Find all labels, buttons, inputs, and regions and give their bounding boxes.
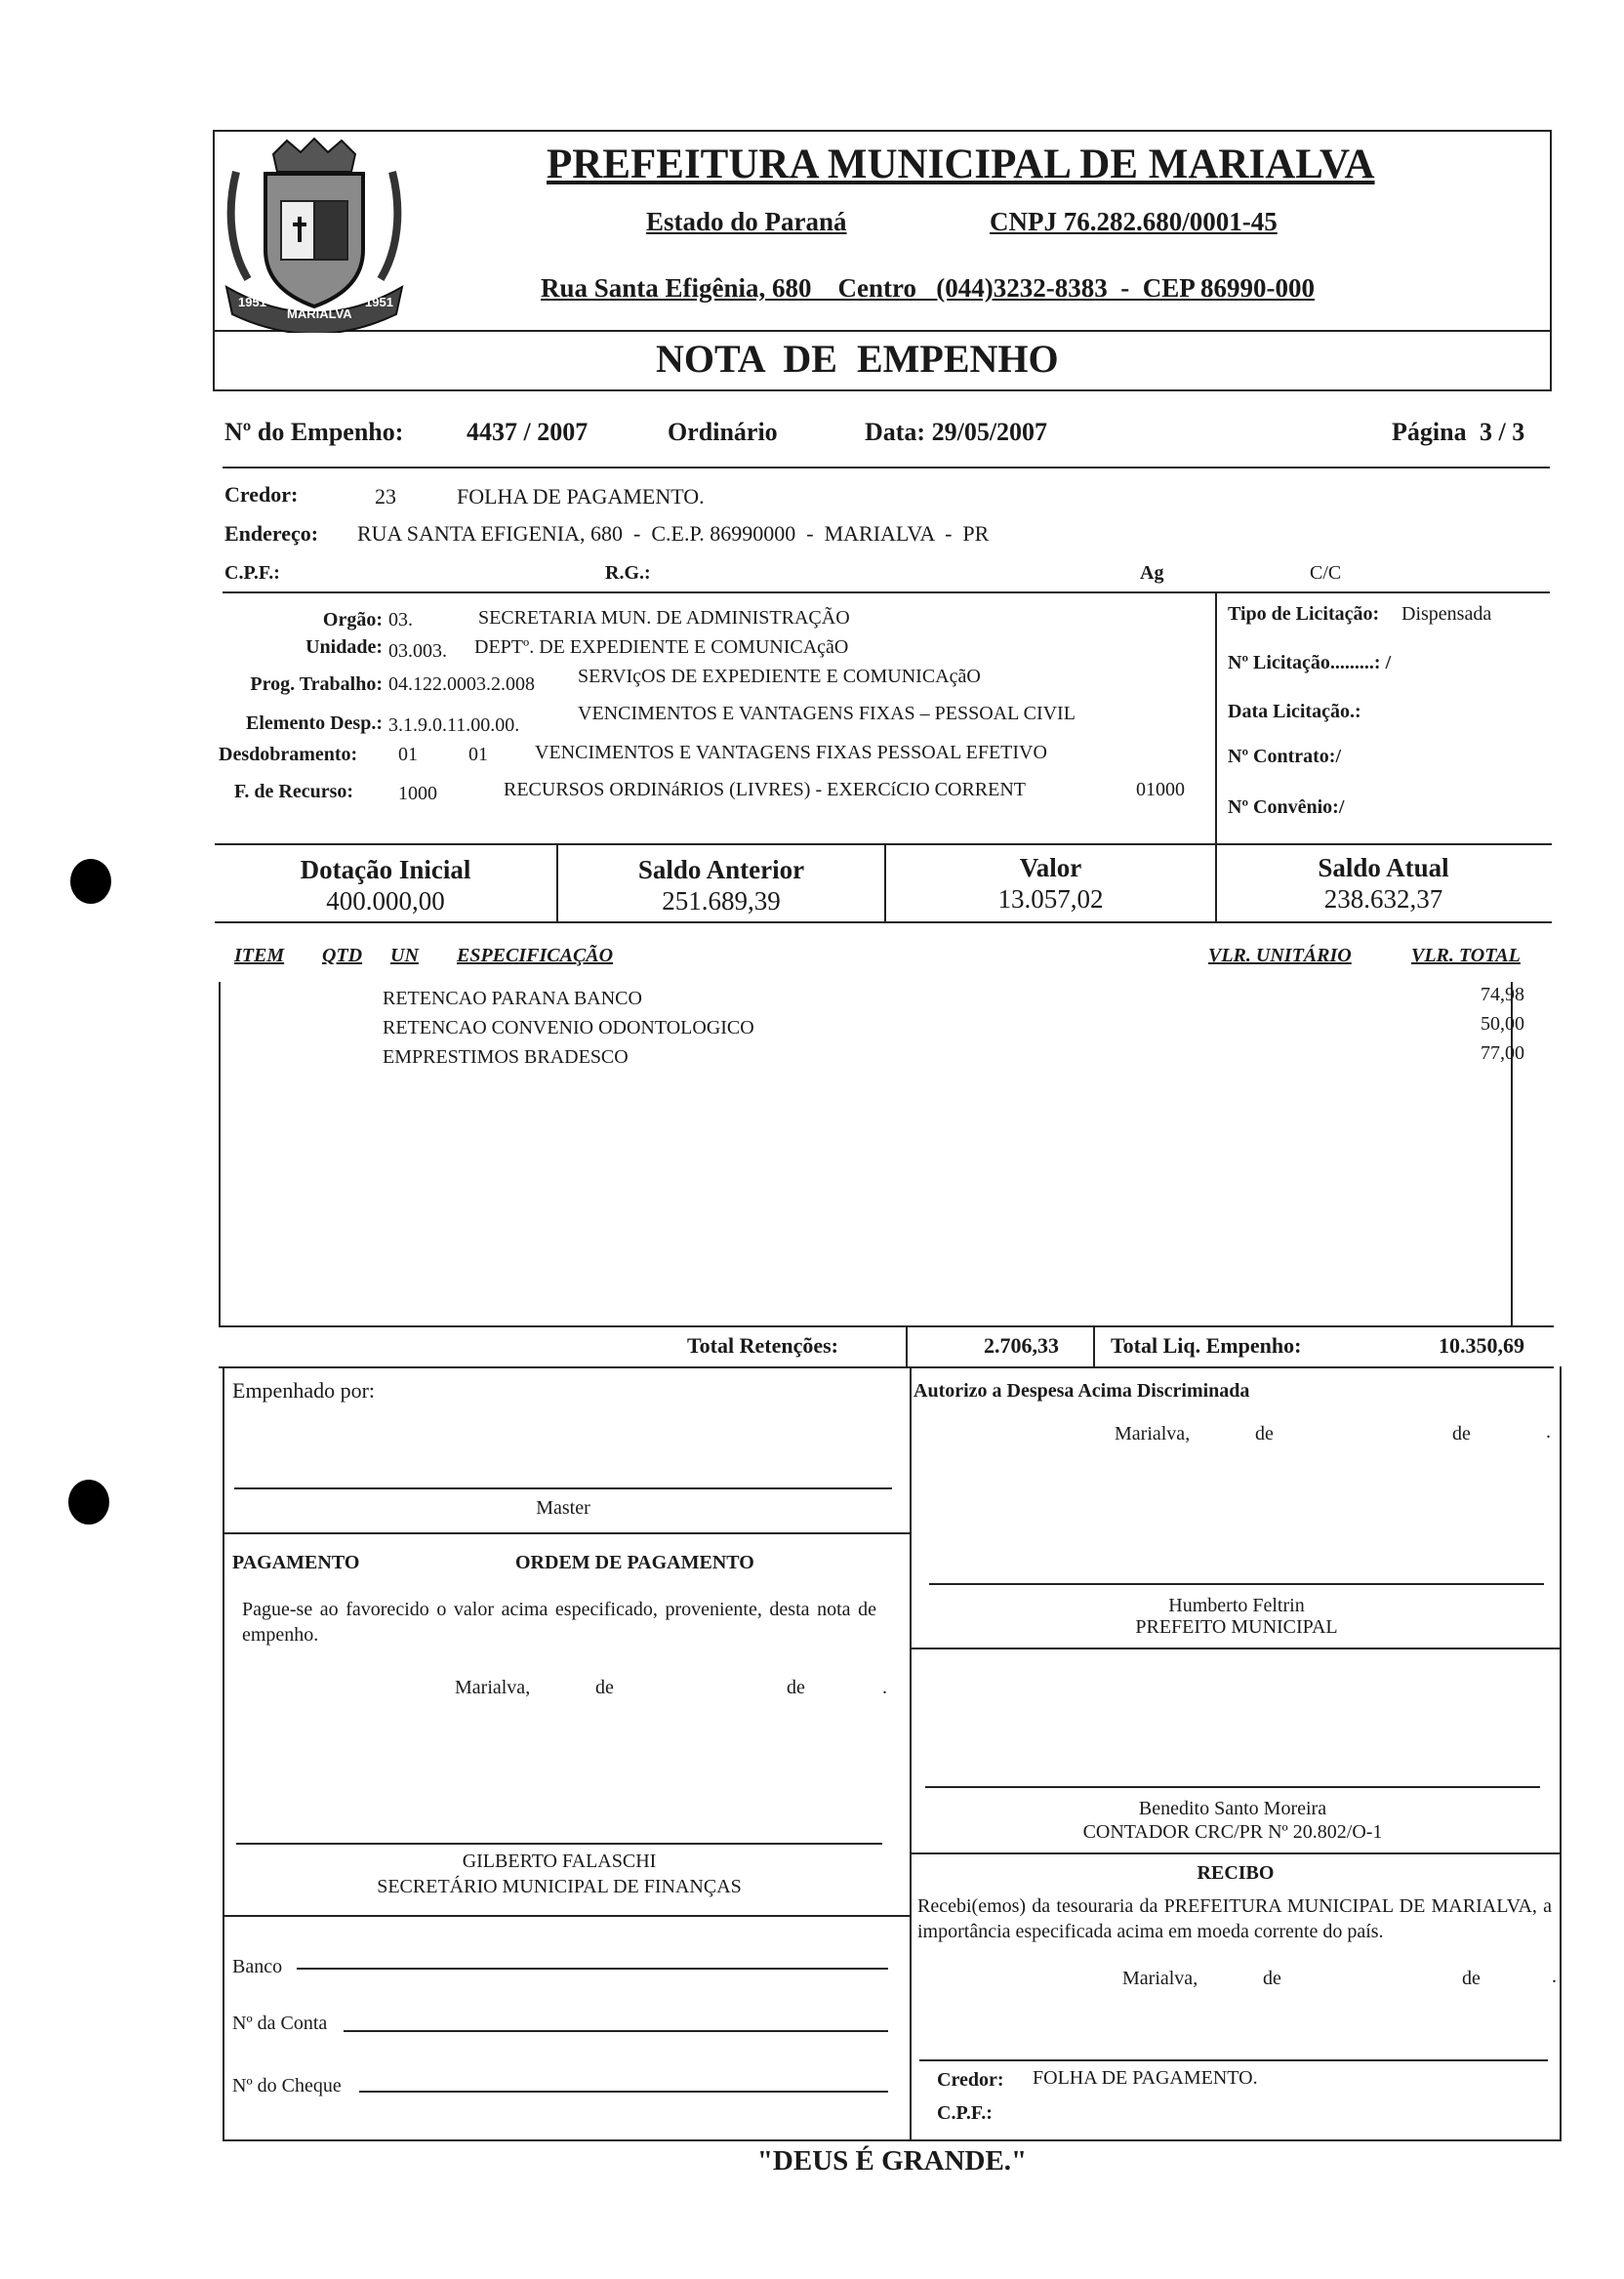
recurso-label: F. de Recurso:	[234, 781, 354, 802]
ordem-pagamento-label: ORDEM DE PAGAMENTO	[515, 1552, 754, 1573]
desdobramento-value: VENCIMENTOS E VANTAGENS FIXAS PESSOAL EFETIVO	[535, 742, 1047, 763]
ag-label: Ag	[1140, 562, 1164, 584]
orgao-value: SECRETARIA MUN. DE ADMINISTRAÇÃO	[478, 607, 850, 629]
recibo-de-2: de	[1462, 1968, 1481, 1989]
desdobramento-label: Desdobramento:	[219, 744, 358, 765]
autorizo-title: Autorizo a Despesa Acima Discriminada	[914, 1380, 1250, 1402]
saldo-value-atual: 238.632,37	[1323, 884, 1443, 914]
autorizo-city: Marialva,	[1115, 1423, 1191, 1445]
col-un: UN	[390, 945, 419, 966]
punch-hole	[68, 1480, 109, 1525]
item-row-desc: RETENCAO CONVENIO ODONTOLOGICO	[383, 1017, 754, 1038]
empenho-date: Data: 29/05/2007	[865, 418, 1048, 446]
banco-label: Banco	[232, 1956, 283, 1977]
desdobramento-code-2: 01	[468, 744, 488, 765]
pagamento-de-2: de	[787, 1677, 805, 1698]
empenho-label: Nº do Empenho:	[224, 418, 404, 446]
secretario-title: SECRETÁRIO MUNICIPAL DE FINANÇAS	[377, 1876, 742, 1897]
empenhado-name: Master	[536, 1497, 590, 1519]
empenho-type: Ordinário	[668, 418, 778, 446]
saldo-value-dotacao: 400.000,00	[326, 886, 445, 916]
pagamento-text: Pague-se ao favorecido o valor acima especificado, proveniente, desta nota de empenho.	[242, 1599, 876, 1646]
autorizo-dot: .	[1546, 1421, 1551, 1443]
elemento-label: Elemento Desp.:	[246, 712, 383, 734]
page-title: PREFEITURA MUNICIPAL DE MARIALVA	[547, 142, 1375, 187]
saldo-label-dotacao: Dotação Inicial	[300, 855, 471, 884]
recibo-de-1: de	[1263, 1968, 1281, 1989]
recibo-text: Recebi(emos) da tesouraria da PREFEITURA MUNICIPAL DE MARIALVA, a importância especificada acima em moeda corrente do país.	[917, 1895, 1552, 1942]
autorizo-de-2: de	[1452, 1423, 1471, 1445]
document-title: NOTA DE EMPENHO	[656, 337, 1059, 381]
item-row-total: 50,00	[1481, 1013, 1524, 1035]
endereco-value: RUA SANTA EFIGENIA, 680 - C.E.P. 86990000 - MARIALVA - PR	[357, 521, 990, 546]
svg-text:MARIALVA: MARIALVA	[287, 306, 352, 321]
total-retencoes-value: 2.706,33	[984, 1333, 1059, 1358]
contador-name: Benedito Santo Moreira	[1138, 1798, 1327, 1819]
saldo-value-anterior: 251.689,39	[662, 886, 781, 916]
banco-field[interactable]	[297, 1968, 888, 1970]
cnpj-label: CNPJ 76.282.680/0001-45	[990, 207, 1278, 236]
recibo-title: RECIBO	[1197, 1862, 1275, 1884]
pagamento-dot: .	[882, 1677, 887, 1698]
saldo-label-atual: Saldo Atual	[1318, 853, 1449, 882]
recibo-credor-label: Credor:	[937, 2069, 1004, 2091]
recibo-dot: .	[1552, 1966, 1557, 1987]
contrato-label: Nº Contrato:/	[1228, 746, 1342, 767]
col-qtd: QTD	[322, 945, 363, 966]
prefeito-name: Humberto Feltrin	[1168, 1595, 1305, 1616]
recibo-city: Marialva,	[1122, 1968, 1198, 1989]
svg-text:1951: 1951	[365, 295, 393, 309]
empenho-number: 4437 / 2007	[467, 418, 589, 446]
credor-label: Credor:	[224, 482, 299, 507]
total-liq-label: Total Liq. Empenho:	[1111, 1333, 1302, 1358]
contador-title: CONTADOR CRC/PR Nº 20.802/O-1	[1082, 1821, 1383, 1843]
cc-label: C/C	[1310, 562, 1342, 584]
recibo-credor-value: FOLHA DE PAGAMENTO.	[1033, 2067, 1258, 2089]
conta-field[interactable]	[344, 2030, 888, 2032]
total-liq-value: 10.350,69	[1439, 1333, 1524, 1358]
tipo-licitacao-value: Dispensada	[1401, 603, 1492, 625]
prefeito-title: PREFEITO MUNICIPAL	[1135, 1616, 1338, 1638]
recibo-cpf-label: C.P.F.:	[937, 2102, 993, 2124]
col-item: ITEM	[234, 945, 285, 966]
pagamento-de-1: de	[595, 1677, 614, 1698]
prog-label: Prog. Trabalho:	[250, 673, 383, 695]
prog-code: 04.122.0003.2.008	[388, 673, 535, 695]
address-label: Rua Santa Efigênia, 680 Centro (044)3232-8383 - CEP 86990-000	[541, 273, 1315, 303]
autorizo-de-1: de	[1255, 1423, 1274, 1445]
cheque-field[interactable]	[359, 2091, 888, 2093]
page-label: Página	[1392, 418, 1467, 446]
unidade-value: DEPTº. DE EXPEDIENTE E COMUNICAçãO	[474, 636, 849, 658]
saldo-label-anterior: Saldo Anterior	[637, 855, 805, 884]
empenhado-label: Empenhado por:	[232, 1378, 376, 1403]
credor-code: 23	[375, 484, 396, 509]
recurso-value: RECURSOS ORDINáRIOS (LIVRES) - EXERCíCIO CORRENT	[504, 779, 1027, 800]
desdobramento-code-1: 01	[398, 744, 418, 765]
credor-name: FOLHA DE PAGAMENTO.	[457, 484, 705, 509]
col-vlr-unitario: VLR. UNITÁRIO	[1208, 945, 1352, 966]
cheque-label: Nº do Cheque	[232, 2075, 342, 2096]
recurso-code: 1000	[398, 783, 437, 804]
item-row-desc: RETENCAO PARANA BANCO	[383, 988, 642, 1009]
conta-label: Nº da Conta	[232, 2013, 328, 2034]
elemento-value: VENCIMENTOS E VANTAGENS FIXAS – PESSOAL CIVIL	[578, 703, 1076, 724]
cpf-label: C.P.F.:	[224, 562, 280, 584]
elemento-code: 3.1.9.0.11.00.00.	[388, 714, 520, 736]
municipal-crest-logo	[217, 133, 412, 333]
col-especificacao: ESPECIFICAÇÃO	[457, 945, 614, 966]
svg-text:1951: 1951	[238, 295, 266, 309]
data-licitacao-label: Data Licitação.:	[1228, 701, 1361, 722]
saldo-value-valor: 13.057,02	[997, 884, 1104, 914]
item-row-desc: EMPRESTIMOS BRADESCO	[383, 1046, 629, 1068]
punch-hole	[70, 859, 111, 904]
orgao-label: Orgão:	[322, 609, 383, 631]
unidade-code: 03.003.	[388, 640, 447, 662]
pagamento-city: Marialva,	[455, 1677, 531, 1698]
col-vlr-total: VLR. TOTAL	[1411, 945, 1521, 966]
secretario-name: GILBERTO FALASCHI	[462, 1851, 657, 1872]
item-row-total: 74,98	[1481, 984, 1524, 1005]
endereco-label: Endereço:	[224, 521, 319, 546]
tipo-licitacao-label: Tipo de Licitação:	[1228, 603, 1380, 625]
item-row-total: 77,00	[1481, 1042, 1524, 1064]
prog-value: SERVIçOS DE EXPEDIENTE E COMUNICAçãO	[578, 666, 981, 687]
saldo-label-valor: Valor	[1019, 853, 1082, 882]
footer-motto: "DEUS É GRANDE."	[756, 2145, 1028, 2177]
rg-label: R.G.:	[605, 562, 651, 584]
recurso-code-2: 01000	[1136, 779, 1185, 800]
page-number: 3 / 3	[1480, 418, 1525, 446]
num-licitacao-label: Nº Licitação.........: /	[1228, 652, 1392, 673]
total-retencoes-label: Total Retenções:	[687, 1333, 838, 1358]
convenio-label: Nº Convênio:/	[1228, 796, 1345, 818]
orgao-code: 03.	[388, 609, 413, 631]
state-label: Estado do Paraná	[646, 207, 847, 236]
unidade-label: Unidade:	[305, 636, 383, 658]
pagamento-label: PAGAMENTO	[232, 1552, 360, 1573]
